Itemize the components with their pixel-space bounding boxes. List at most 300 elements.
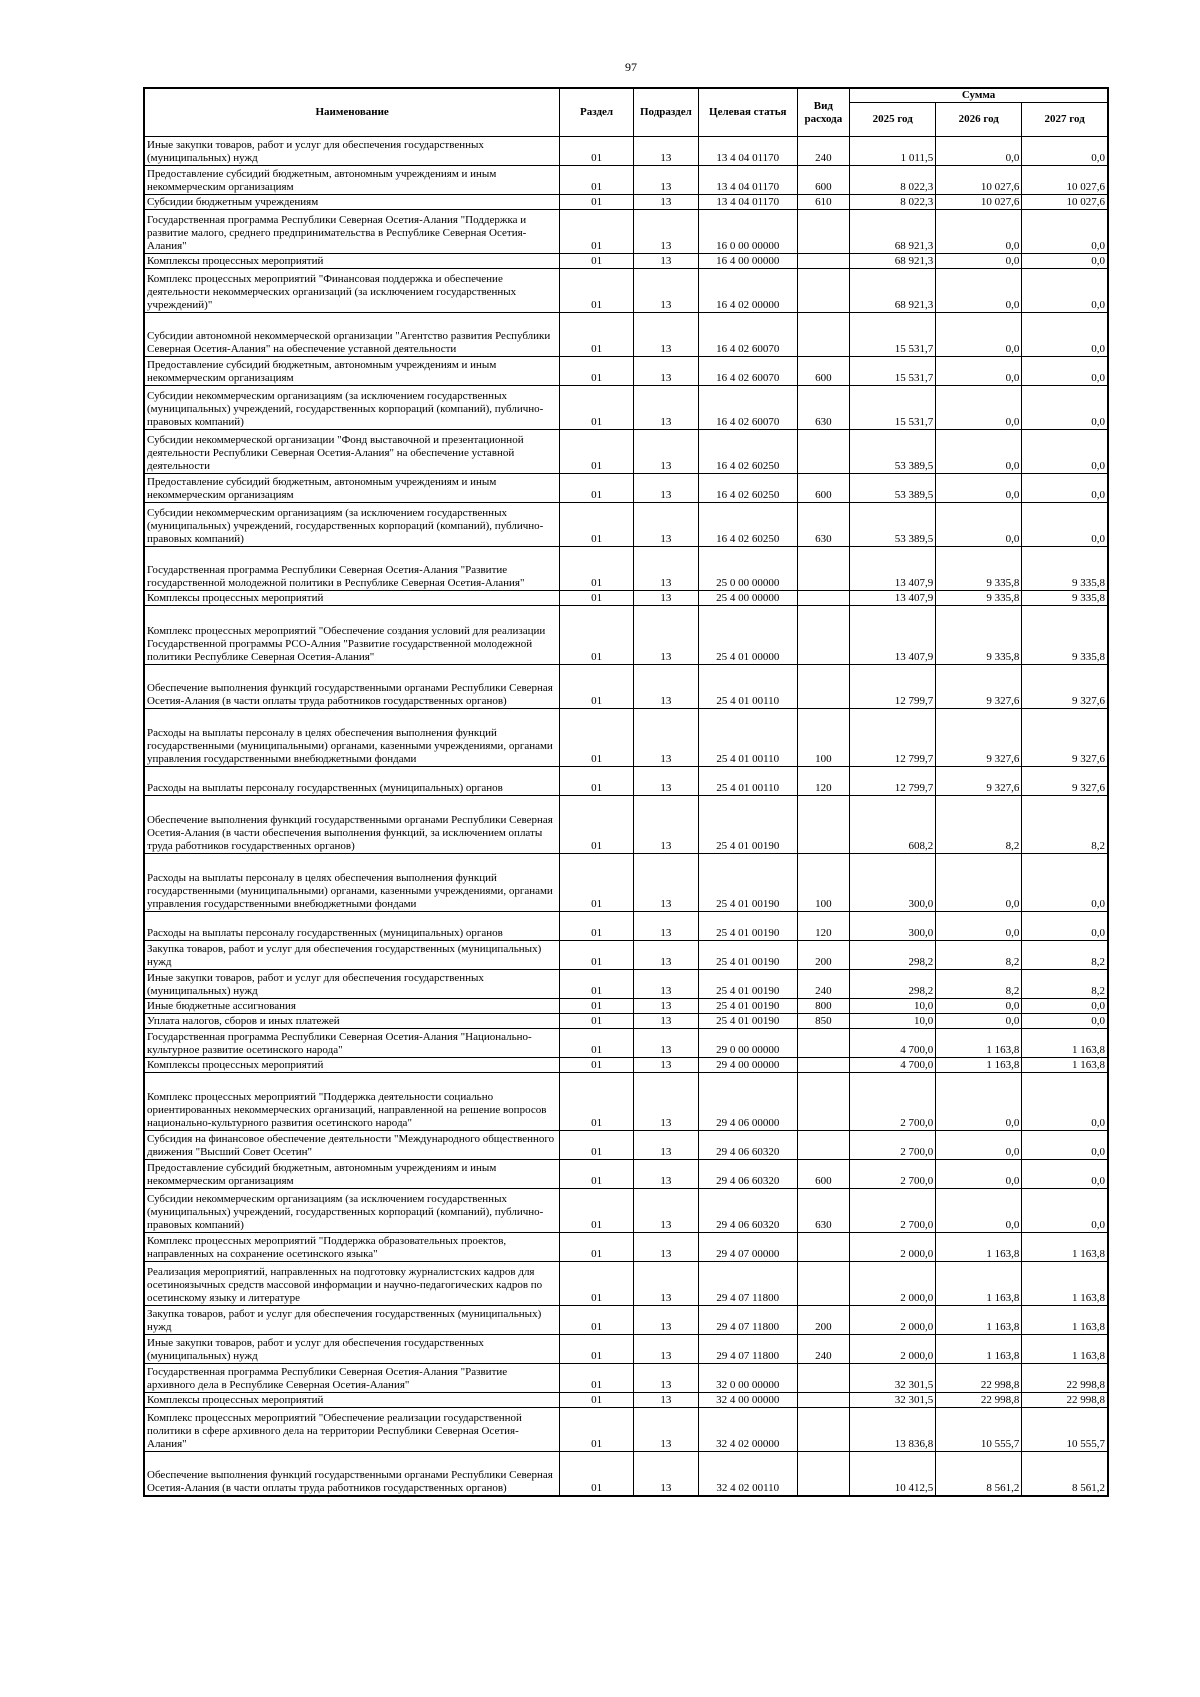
cell-name: Расходы на выплаты персоналу в целях обеспечения выполнения функций государственными (муниципальными) органами, казенными учреждениями, органами управления государственными внебюджетными фондами (144, 854, 560, 912)
cell-expense-type (797, 1262, 850, 1306)
cell-expense-type (797, 1364, 850, 1393)
cell-2027: 0,0 (1022, 210, 1108, 254)
cell-section: 01 (560, 606, 634, 665)
cell-section: 01 (560, 357, 634, 386)
cell-2027: 9 327,6 (1022, 767, 1108, 796)
page-number: 97 (625, 60, 637, 74)
cell-target: 29 4 06 00000 (698, 1073, 797, 1131)
cell-2027: 10 555,7 (1022, 1408, 1108, 1452)
cell-name: Иные закупки товаров, работ и услуг для обеспечения государственных (муниципальных) нужд (144, 1335, 560, 1364)
cell-subsection: 13 (633, 999, 698, 1014)
cell-2027: 0,0 (1022, 999, 1108, 1014)
cell-subsection: 13 (633, 1306, 698, 1335)
cell-name: Комплекс процессных мероприятий "Обеспечение реализации государственной политики в сфере архивного дела на территории Республики Северная Осетия-Алания" (144, 1408, 560, 1452)
cell-section: 01 (560, 1408, 634, 1452)
cell-2027: 9 335,8 (1022, 606, 1108, 665)
cell-2025: 2 000,0 (850, 1335, 936, 1364)
cell-section: 01 (560, 1452, 634, 1496)
cell-2026: 0,0 (936, 254, 1022, 269)
cell-target: 32 4 02 00110 (698, 1452, 797, 1496)
cell-expense-type: 200 (797, 1306, 850, 1335)
cell-target: 25 4 00 00000 (698, 591, 797, 606)
cell-2026: 0,0 (936, 1160, 1022, 1189)
cell-name: Субсидии некоммерческой организации "Фонд выставочной и презентационной деятельности Республики Северная Осетия-Алания" на обеспечение уставной деятельности (144, 430, 560, 474)
cell-subsection: 13 (633, 210, 698, 254)
cell-target: 16 4 02 00000 (698, 269, 797, 313)
cell-2025: 608,2 (850, 796, 936, 854)
cell-name: Комплекс процессных мероприятий "Поддержка образовательных проектов, направленных на сохранение осетинского языка" (144, 1233, 560, 1262)
cell-2026: 1 163,8 (936, 1058, 1022, 1073)
cell-section: 01 (560, 1029, 634, 1058)
table-row (144, 999, 1108, 1014)
cell-2026: 1 163,8 (936, 1335, 1022, 1364)
cell-2027: 1 163,8 (1022, 1262, 1108, 1306)
cell-expense-type (797, 665, 850, 709)
cell-target: 29 0 00 00000 (698, 1029, 797, 1058)
cell-2025: 298,2 (850, 941, 936, 970)
cell-2025: 13 407,9 (850, 547, 936, 591)
budget-table (143, 87, 1109, 1497)
cell-expense-type (797, 269, 850, 313)
cell-2026: 0,0 (936, 386, 1022, 430)
cell-subsection: 13 (633, 547, 698, 591)
cell-name: Уплата налогов, сборов и иных платежей (144, 1014, 560, 1029)
cell-2025: 13 407,9 (850, 606, 936, 665)
cell-subsection: 13 (633, 1029, 698, 1058)
cell-subsection: 13 (633, 854, 698, 912)
cell-2027: 1 163,8 (1022, 1233, 1108, 1262)
table-row (144, 254, 1108, 269)
table-row (144, 1452, 1108, 1496)
table-row (144, 1014, 1108, 1029)
cell-target: 25 4 01 00000 (698, 606, 797, 665)
cell-name: Субсидия на финансовое обеспечение деятельности "Международного общественного движения "Высший Совет Осетин" (144, 1131, 560, 1160)
cell-2027: 8,2 (1022, 796, 1108, 854)
table-body (144, 137, 1108, 1496)
cell-2026: 8 561,2 (936, 1452, 1022, 1496)
cell-2025: 53 389,5 (850, 430, 936, 474)
cell-subsection: 13 (633, 137, 698, 166)
cell-2025: 12 799,7 (850, 767, 936, 796)
table-row (144, 1160, 1108, 1189)
cell-name: Субсидии некоммерческим организациям (за исключением государственных (муниципальных) учреждений, государственных корпораций (компаний), публично-правовых компаний) (144, 1189, 560, 1233)
cell-section: 01 (560, 941, 634, 970)
cell-section: 01 (560, 1014, 634, 1029)
header-2027: 2027 год (1022, 103, 1108, 137)
cell-expense-type (797, 1408, 850, 1452)
table-row (144, 166, 1108, 195)
cell-2027: 22 998,8 (1022, 1364, 1108, 1393)
cell-expense-type (797, 547, 850, 591)
cell-2026: 0,0 (936, 357, 1022, 386)
cell-2025: 12 799,7 (850, 665, 936, 709)
cell-expense-type: 800 (797, 999, 850, 1014)
cell-target: 25 4 01 00110 (698, 709, 797, 767)
cell-2025: 2 700,0 (850, 1189, 936, 1233)
table-row (144, 1364, 1108, 1393)
header-name: Наименование (144, 88, 560, 137)
cell-name: Предоставление субсидий бюджетным, автономным учреждениям и иным некоммерческим организациям (144, 474, 560, 503)
cell-target: 32 0 00 00000 (698, 1364, 797, 1393)
cell-2027: 0,0 (1022, 1014, 1108, 1029)
cell-2026: 0,0 (936, 912, 1022, 941)
cell-2025: 13 836,8 (850, 1408, 936, 1452)
cell-section: 01 (560, 1306, 634, 1335)
cell-subsection: 13 (633, 1014, 698, 1029)
cell-expense-type: 100 (797, 854, 850, 912)
cell-target: 25 4 01 00190 (698, 1014, 797, 1029)
header-section: Раздел (560, 88, 634, 137)
cell-2027: 0,0 (1022, 503, 1108, 547)
cell-expense-type: 600 (797, 166, 850, 195)
table-row (144, 386, 1108, 430)
cell-subsection: 13 (633, 195, 698, 210)
table-row (144, 1233, 1108, 1262)
cell-subsection: 13 (633, 1408, 698, 1452)
cell-expense-type: 100 (797, 709, 850, 767)
cell-subsection: 13 (633, 269, 698, 313)
cell-section: 01 (560, 1131, 634, 1160)
table-row (144, 1262, 1108, 1306)
header-2025: 2025 год (850, 103, 936, 137)
cell-section: 01 (560, 210, 634, 254)
cell-target: 16 4 02 60070 (698, 386, 797, 430)
cell-2027: 1 163,8 (1022, 1335, 1108, 1364)
cell-subsection: 13 (633, 1452, 698, 1496)
cell-2026: 8,2 (936, 796, 1022, 854)
cell-name: Субсидии некоммерческим организациям (за исключением государственных (муниципальных) учреждений, государственных корпораций (компаний), публично-правовых компаний) (144, 386, 560, 430)
cell-expense-type: 600 (797, 1160, 850, 1189)
cell-2025: 12 799,7 (850, 709, 936, 767)
cell-2025: 298,2 (850, 970, 936, 999)
cell-subsection: 13 (633, 665, 698, 709)
cell-section: 01 (560, 767, 634, 796)
cell-target: 29 4 06 60320 (698, 1131, 797, 1160)
cell-2025: 15 531,7 (850, 357, 936, 386)
cell-expense-type (797, 430, 850, 474)
cell-section: 01 (560, 503, 634, 547)
cell-2026: 0,0 (936, 269, 1022, 313)
table-row (144, 1408, 1108, 1452)
cell-section: 01 (560, 430, 634, 474)
table-row (144, 1058, 1108, 1073)
cell-2027: 0,0 (1022, 854, 1108, 912)
cell-target: 13 4 04 01170 (698, 137, 797, 166)
cell-name: Государственная программа Республики Северная Осетия-Алания "Развитие архивного дела в Республике Северная Осетия-Алания" (144, 1364, 560, 1393)
cell-section: 01 (560, 474, 634, 503)
cell-2027: 0,0 (1022, 357, 1108, 386)
cell-2025: 4 700,0 (850, 1058, 936, 1073)
table-row (144, 796, 1108, 854)
cell-target: 25 4 01 00190 (698, 999, 797, 1014)
cell-section: 01 (560, 912, 634, 941)
cell-expense-type (797, 1073, 850, 1131)
cell-2027: 22 998,8 (1022, 1393, 1108, 1408)
cell-name: Комплекс процессных мероприятий "Финансовая поддержка и обеспечение деятельности некоммерческих организаций (за исключением государственных учреждений)" (144, 269, 560, 313)
cell-2025: 32 301,5 (850, 1393, 936, 1408)
cell-2025: 1 011,5 (850, 137, 936, 166)
cell-expense-type: 630 (797, 386, 850, 430)
cell-name: Предоставление субсидий бюджетным, автономным учреждениям и иным некоммерческим организациям (144, 166, 560, 195)
cell-section: 01 (560, 1058, 634, 1073)
cell-2026: 1 163,8 (936, 1029, 1022, 1058)
cell-expense-type (797, 1452, 850, 1496)
cell-name: Государственная программа Республики Северная Осетия-Алания "Развитие государственной молодежной политики в Республике Северная Осетия-Алания" (144, 547, 560, 591)
cell-name: Иные закупки товаров, работ и услуг для обеспечения государственных (муниципальных) нужд (144, 970, 560, 999)
cell-section: 01 (560, 254, 634, 269)
cell-2025: 2 700,0 (850, 1073, 936, 1131)
cell-target: 25 4 01 00190 (698, 796, 797, 854)
cell-2027: 9 335,8 (1022, 591, 1108, 606)
cell-subsection: 13 (633, 503, 698, 547)
cell-2025: 53 389,5 (850, 474, 936, 503)
cell-2026: 1 163,8 (936, 1233, 1022, 1262)
cell-2025: 10,0 (850, 999, 936, 1014)
cell-2025: 68 921,3 (850, 210, 936, 254)
cell-expense-type: 630 (797, 1189, 850, 1233)
table-row (144, 1131, 1108, 1160)
cell-target: 25 4 01 00110 (698, 767, 797, 796)
cell-expense-type: 600 (797, 474, 850, 503)
cell-2027: 0,0 (1022, 1131, 1108, 1160)
cell-expense-type: 600 (797, 357, 850, 386)
cell-expense-type: 850 (797, 1014, 850, 1029)
cell-expense-type: 630 (797, 503, 850, 547)
table-row (144, 767, 1108, 796)
cell-subsection: 13 (633, 1160, 698, 1189)
cell-expense-type (797, 1233, 850, 1262)
cell-subsection: 13 (633, 970, 698, 999)
cell-expense-type (797, 1131, 850, 1160)
cell-2027: 10 027,6 (1022, 195, 1108, 210)
table-row (144, 195, 1108, 210)
cell-2026: 8,2 (936, 941, 1022, 970)
cell-subsection: 13 (633, 1189, 698, 1233)
cell-section: 01 (560, 1073, 634, 1131)
cell-name: Обеспечение выполнения функций государственными органами Республики Северная Осетия-Алания (в части оплаты труда работников государственных органов) (144, 1452, 560, 1496)
cell-target: 16 4 00 00000 (698, 254, 797, 269)
cell-2025: 4 700,0 (850, 1029, 936, 1058)
cell-2026: 0,0 (936, 137, 1022, 166)
cell-name: Комплексы процессных мероприятий (144, 1393, 560, 1408)
cell-2027: 0,0 (1022, 1189, 1108, 1233)
table-row (144, 1306, 1108, 1335)
cell-2027: 10 027,6 (1022, 166, 1108, 195)
cell-2026: 0,0 (936, 503, 1022, 547)
cell-expense-type (797, 1029, 850, 1058)
header-subsection: Подраздел (633, 88, 698, 137)
cell-section: 01 (560, 1335, 634, 1364)
cell-2026: 9 327,6 (936, 665, 1022, 709)
cell-section: 01 (560, 591, 634, 606)
cell-target: 16 4 02 60250 (698, 430, 797, 474)
cell-2026: 9 335,8 (936, 591, 1022, 606)
table-row (144, 1189, 1108, 1233)
cell-2025: 2 000,0 (850, 1233, 936, 1262)
cell-subsection: 13 (633, 591, 698, 606)
cell-name: Государственная программа Республики Северная Осетия-Алания "Поддержка и развитие малого, среднего предпринимательства в Республике Северная Осетия-Алания" (144, 210, 560, 254)
cell-name: Иные закупки товаров, работ и услуг для обеспечения государственных (муниципальных) нужд (144, 137, 560, 166)
cell-2026: 0,0 (936, 1014, 1022, 1029)
cell-section: 01 (560, 195, 634, 210)
cell-name: Расходы на выплаты персоналу государственных (муниципальных) органов (144, 912, 560, 941)
cell-expense-type: 610 (797, 195, 850, 210)
cell-subsection: 13 (633, 166, 698, 195)
cell-2025: 2 000,0 (850, 1262, 936, 1306)
cell-expense-type: 200 (797, 941, 850, 970)
cell-name: Закупка товаров, работ и услуг для обеспечения государственных (муниципальных) нужд (144, 1306, 560, 1335)
cell-target: 25 4 01 00190 (698, 912, 797, 941)
cell-section: 01 (560, 1233, 634, 1262)
cell-subsection: 13 (633, 1233, 698, 1262)
cell-section: 01 (560, 796, 634, 854)
cell-expense-type (797, 796, 850, 854)
cell-target: 16 0 00 00000 (698, 210, 797, 254)
cell-name: Закупка товаров, работ и услуг для обеспечения государственных (муниципальных) нужд (144, 941, 560, 970)
cell-2026: 9 327,6 (936, 767, 1022, 796)
cell-2025: 13 407,9 (850, 591, 936, 606)
cell-target: 29 4 07 11800 (698, 1306, 797, 1335)
cell-2026: 0,0 (936, 313, 1022, 357)
table-row (144, 606, 1108, 665)
cell-2025: 68 921,3 (850, 254, 936, 269)
cell-2027: 0,0 (1022, 137, 1108, 166)
cell-subsection: 13 (633, 357, 698, 386)
cell-section: 01 (560, 313, 634, 357)
cell-expense-type (797, 1058, 850, 1073)
cell-2027: 0,0 (1022, 1160, 1108, 1189)
cell-2025: 300,0 (850, 912, 936, 941)
cell-2026: 10 027,6 (936, 195, 1022, 210)
cell-2025: 300,0 (850, 854, 936, 912)
table-row (144, 665, 1108, 709)
cell-section: 01 (560, 386, 634, 430)
cell-2025: 15 531,7 (850, 313, 936, 357)
cell-2025: 2 000,0 (850, 1306, 936, 1335)
cell-2027: 1 163,8 (1022, 1306, 1108, 1335)
cell-2026: 22 998,8 (936, 1393, 1022, 1408)
table-row (144, 1393, 1108, 1408)
cell-subsection: 13 (633, 1393, 698, 1408)
cell-2026: 0,0 (936, 210, 1022, 254)
cell-2027: 9 327,6 (1022, 709, 1108, 767)
cell-section: 01 (560, 970, 634, 999)
cell-2027: 0,0 (1022, 269, 1108, 313)
table-row (144, 210, 1108, 254)
cell-2027: 8,2 (1022, 970, 1108, 999)
cell-name: Комплексы процессных мероприятий (144, 591, 560, 606)
cell-2027: 0,0 (1022, 386, 1108, 430)
cell-2027: 0,0 (1022, 430, 1108, 474)
cell-2026: 0,0 (936, 1073, 1022, 1131)
cell-name: Обеспечение выполнения функций государственными органами Республики Северная Осетия-Алания (в части обеспечения выполнения функций, за исключением оплаты труда работников государственных органов) (144, 796, 560, 854)
cell-2026: 10 027,6 (936, 166, 1022, 195)
header-sum: Сумма (850, 88, 1108, 103)
cell-2026: 9 327,6 (936, 709, 1022, 767)
cell-expense-type (797, 1393, 850, 1408)
cell-2026: 0,0 (936, 854, 1022, 912)
cell-2026: 9 335,8 (936, 606, 1022, 665)
table-row (144, 1073, 1108, 1131)
cell-2027: 1 163,8 (1022, 1058, 1108, 1073)
cell-section: 01 (560, 665, 634, 709)
cell-2026: 0,0 (936, 1131, 1022, 1160)
header-expense-type: Вид расхода (797, 88, 850, 137)
cell-section: 01 (560, 999, 634, 1014)
cell-2025: 68 921,3 (850, 269, 936, 313)
cell-section: 01 (560, 166, 634, 195)
cell-target: 25 0 00 00000 (698, 547, 797, 591)
cell-name: Обеспечение выполнения функций государственными органами Республики Северная Осетия-Алания (в части оплаты труда работников государственных органов) (144, 665, 560, 709)
cell-2027: 8 561,2 (1022, 1452, 1108, 1496)
table-row (144, 357, 1108, 386)
cell-subsection: 13 (633, 386, 698, 430)
cell-subsection: 13 (633, 1262, 698, 1306)
cell-target: 29 4 07 11800 (698, 1262, 797, 1306)
cell-expense-type (797, 254, 850, 269)
table-row (144, 591, 1108, 606)
cell-expense-type: 120 (797, 767, 850, 796)
cell-2026: 22 998,8 (936, 1364, 1022, 1393)
cell-target: 25 4 01 00190 (698, 970, 797, 999)
cell-2027: 0,0 (1022, 912, 1108, 941)
cell-subsection: 13 (633, 941, 698, 970)
cell-section: 01 (560, 1189, 634, 1233)
cell-subsection: 13 (633, 912, 698, 941)
cell-2025: 32 301,5 (850, 1364, 936, 1393)
cell-expense-type: 240 (797, 1335, 850, 1364)
cell-subsection: 13 (633, 767, 698, 796)
cell-subsection: 13 (633, 1131, 698, 1160)
cell-2027: 9 327,6 (1022, 665, 1108, 709)
table-row (144, 1029, 1108, 1058)
cell-target: 29 4 06 60320 (698, 1189, 797, 1233)
cell-section: 01 (560, 1364, 634, 1393)
cell-section: 01 (560, 1262, 634, 1306)
cell-2026: 1 163,8 (936, 1262, 1022, 1306)
cell-2025: 2 700,0 (850, 1131, 936, 1160)
header-2026: 2026 год (936, 103, 1022, 137)
cell-2027: 0,0 (1022, 254, 1108, 269)
cell-name: Предоставление субсидий бюджетным, автономным учреждениям и иным некоммерческим организациям (144, 357, 560, 386)
cell-target: 16 4 02 60250 (698, 474, 797, 503)
cell-name: Государственная программа Республики Северная Осетия-Алания "Национально-культурное развитие осетинского народа" (144, 1029, 560, 1058)
cell-2025: 8 022,3 (850, 195, 936, 210)
table-row (144, 970, 1108, 999)
cell-name: Реализация мероприятий, направленных на подготовку журналистских кадров для осетиноязычных средств массовой информации и научно-педагогических кадров по осетинскому языку и литературе (144, 1262, 560, 1306)
cell-2025: 15 531,7 (850, 386, 936, 430)
cell-subsection: 13 (633, 474, 698, 503)
cell-subsection: 13 (633, 1364, 698, 1393)
cell-target: 29 4 00 00000 (698, 1058, 797, 1073)
cell-subsection: 13 (633, 254, 698, 269)
cell-2025: 2 700,0 (850, 1160, 936, 1189)
cell-2025: 53 389,5 (850, 503, 936, 547)
table-row (144, 941, 1108, 970)
cell-section: 01 (560, 547, 634, 591)
cell-2026: 0,0 (936, 1189, 1022, 1233)
cell-2027: 8,2 (1022, 941, 1108, 970)
cell-name: Комплексы процессных мероприятий (144, 1058, 560, 1073)
cell-expense-type (797, 210, 850, 254)
cell-name: Иные бюджетные ассигнования (144, 999, 560, 1014)
cell-subsection: 13 (633, 606, 698, 665)
cell-subsection: 13 (633, 430, 698, 474)
cell-name: Комплекс процессных мероприятий "Поддержка деятельности социально ориентированных некоммерческих организаций, направленной на решение вопросов национально-культурного развития осетинского народа" (144, 1073, 560, 1131)
table-row (144, 854, 1108, 912)
cell-target: 13 4 04 01170 (698, 195, 797, 210)
table-row (144, 474, 1108, 503)
